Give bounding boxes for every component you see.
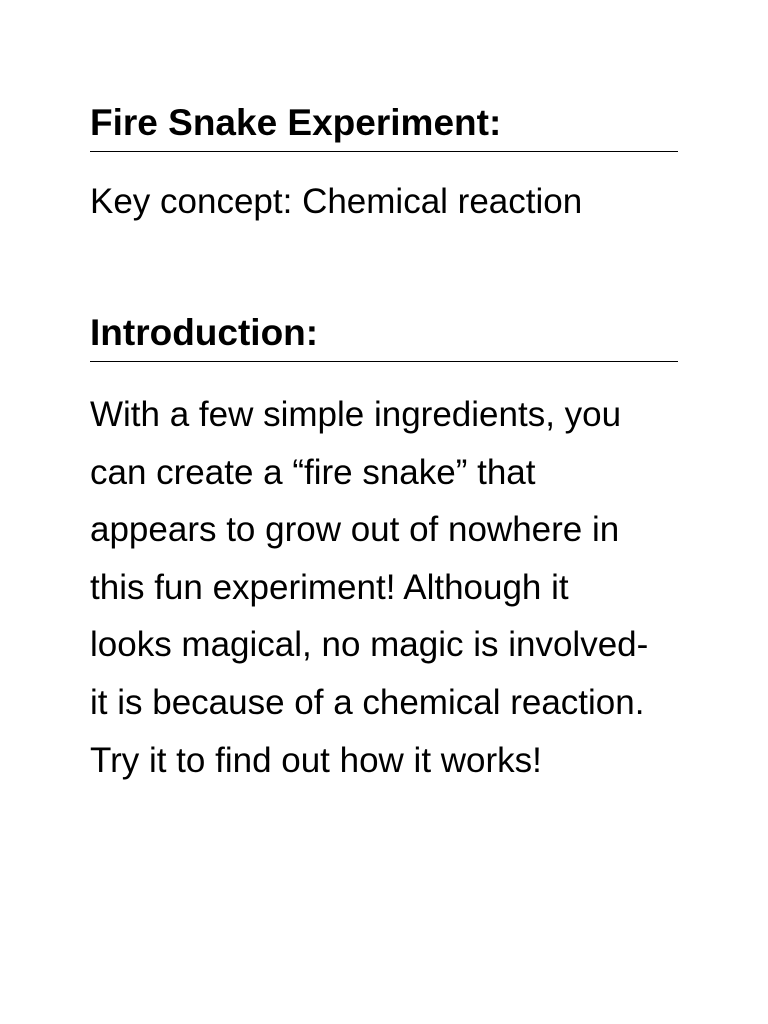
document-page: [90, 0, 678, 789]
introduction-line: appears to grow out of nowhere in: [90, 510, 620, 550]
introduction-paragraph: [90, 386, 678, 789]
key-concept-text: Key concept: Chemical reaction: [90, 182, 583, 221]
document-title: Fire Snake Experiment:: [90, 101, 678, 152]
introduction-line: With a few simple ingredients, you: [90, 395, 622, 434]
introduction-line: can create a “fire snake” that: [90, 452, 536, 492]
introduction-line: it is because of a chemical reaction.: [90, 682, 645, 722]
introduction-heading: Introduction:: [90, 311, 678, 362]
introduction-line: Try it to find out how it works!: [90, 740, 542, 780]
introduction-line: this fun experiment! Although it: [90, 567, 569, 607]
introduction-line: looks magical, no magic is involved-: [90, 625, 649, 665]
